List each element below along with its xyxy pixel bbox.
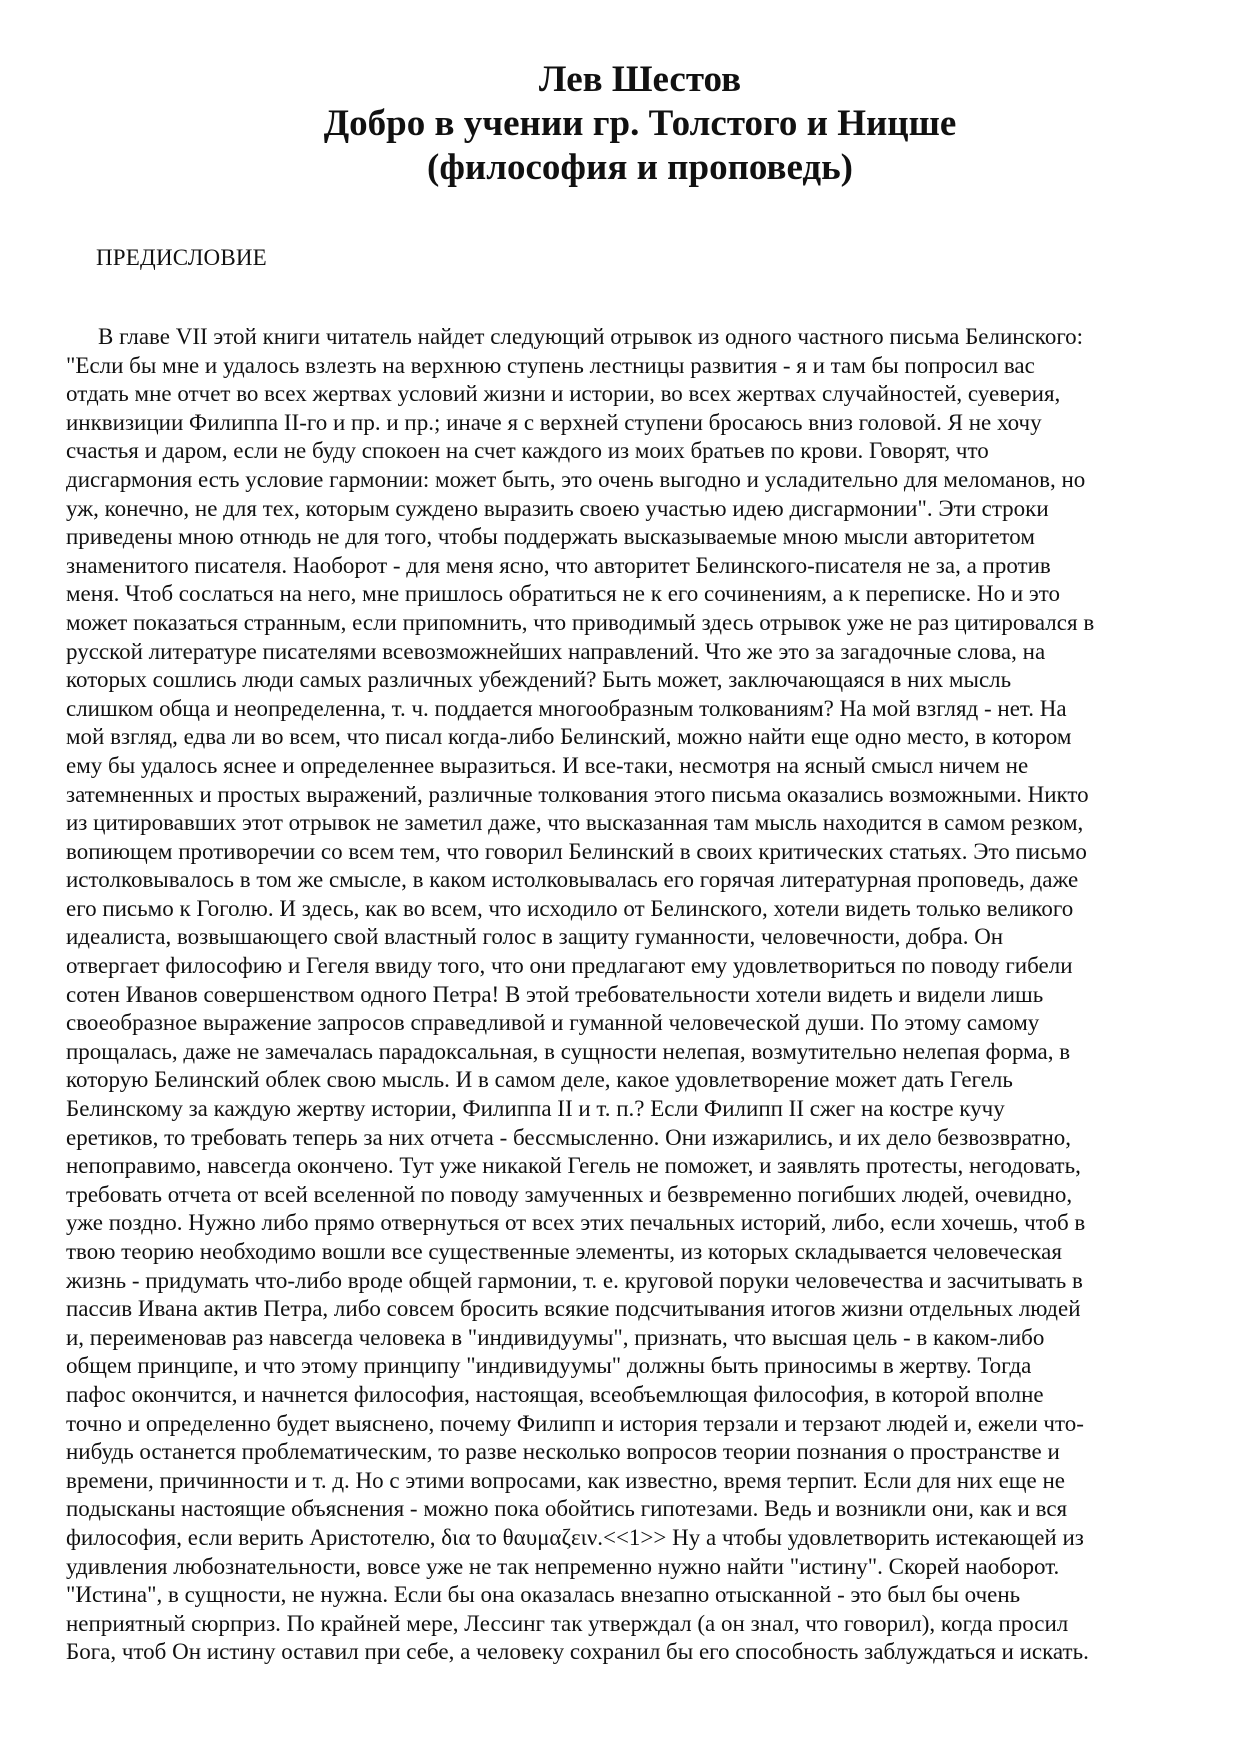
text-line: нибудь останется проблематическим, то разве несколько вопросов теории познания о пространстве и [66,1439,1060,1465]
title-block [0,58,1240,190]
text-line: еретиков, то требовать теперь за них отчета - бессмысленно. Они изжарились, и их дело безвозвратно, [66,1124,1072,1150]
text-line: твою теорию необходимо вошли все существенные элементы, из которых складывается человеческая [66,1239,1062,1264]
text-line: может показаться странным, если припомнить, что приводимый здесь отрывок уже не раз цитировался в [66,609,1095,635]
author-name: Лев Шестов [538,59,742,100]
text-line: которых сошлись люди самых различных убеждений? Быть может, заключающаяся в них мысль [66,667,1012,693]
text-line: из цитировавших этот отрывок не заметил даже, что высказанная там мысль находится в самом резком, [66,810,1084,836]
text-line: уже поздно. Нужно либо прямо отвернуться от всех этих печальных историй, либо, если хочешь, чтоб в [66,1210,1086,1236]
text-line: идеалиста, возвышающего свой властный голос в защиту гуманности, человечности, добра. Он [66,924,1004,950]
text-line: жизнь - придумать что-либо вроде общей гармонии, т. е. круговой поруки человечества и засчитывать в [66,1267,1083,1293]
text-line: и, переименовав раз навсегда человека в "индивидуумы", признать, что высшая цель - в каком-либо [66,1324,1045,1350]
text-line: отвергает философию и Гегеля ввиду того, что они предлагают ему удовлетвориться по поводу гибели [66,953,1073,979]
text-line: ему бы удалось яснее и определеннее выразиться. И все-таки, несмотря на ясный смысл ничем не [66,752,1029,778]
text-line: русской литературе писателями всевозможнейших направлений. Что же это за загадочные слова, на [66,638,1046,664]
book-title: Добро в учении гр. Толстого и Ницше [323,103,957,144]
text-line: вопиющем противоречии со всем тем, что говорил Белинский в своих критических статьях. Это письмо [66,838,1087,864]
text-line: философия, если верить Аристотелю, δια το θαυμαζειν.<<1>> Ну а чтобы удовлетворить истекающей из [66,1524,1084,1550]
text-line: которую Белинский облек свою мысль. И в самом деле, какое удовлетворение может дать Гегель [66,1067,1013,1093]
text-line: непоправимо, навсегда окончено. Тут уже никакой Гегель не поможет, и заявлять протесты, негодовать, [66,1153,1081,1179]
text-line: знаменитого писателя. Наоборот - для меня ясно, что авторитет Белинского-писателя не за, а против [66,552,1051,578]
section-heading: ПРЕДИСЛОВИЕ [96,245,267,270]
text-line: счастья и даром, если не буду спокоен на счет каждого из моих братьев по крови. Говорят, что [66,438,989,464]
text-line: удивления любознательности, вовсе уже не так непременно нужно найти "истину". Скорей наоборот. [66,1553,1060,1579]
text-line: затемненных и простых выражений, различные толкования этого письма оказались возможными. Никто [66,781,1089,807]
text-line: дисгармония есть условие гармонии: может быть, это очень выгодно и усладительно для меломанов, но [66,466,1086,492]
text-line: пассив Ивана актив Петра, либо совсем бросить всякие подсчитывания итогов жизни отдельных людей [66,1296,1081,1322]
book-subtitle: (философия и проповедь) [427,147,853,188]
text-line: В главе VII этой книги читатель найдет следующий отрывок из одного частного письма Белинского: [98,324,1084,349]
text-line: пафос окончится, и начнется философия, настоящая, всеобъемлющая философия, в которой вполне [66,1381,1044,1407]
text-line: требовать отчета от всей вселенной по поводу замученных и безвременно погибших людей, очевидно, [66,1181,1073,1207]
text-line: приведены мною отнюдь не для того, чтобы поддержать высказываемые мною мысли авторитетом [66,524,1035,550]
text-line: мой взгляд, едва ли во всем, что писал когда-либо Белинский, можно найти еще одно место, в котором [66,724,1072,750]
text-line: отдать мне отчет во всех жертвах условий жизни и истории, во всех жертвах случайностей, суеверия, [66,381,1061,407]
text-line: "Если бы мне и удалось взлезть на верхнюю ступень лестницы развития - я и там бы попросил вас [66,352,1035,378]
text-line: Бога, чтоб Он истину оставил при себе, а человеку сохранил бы его способность заблуждаться и искать. [66,1639,1089,1665]
text-line: времени, причинности и т. д. Но с этими вопросами, как известно, время терпит. Если для них еще не [66,1467,1065,1493]
text-line: Белинскому за каждую жертву истории, Филиппа II и т. п.? Если Филипп II сжег на костре кучу [66,1096,1005,1122]
text-line: истолковывалось в том же смысле, в каком истолковывалась его горячая литературная проповедь, даже [66,867,1079,893]
text-line: "Истина", в сущности, не нужна. Если бы она оказалась внезапно отысканной - это был бы очень [66,1582,1021,1608]
text-line: точно и определенно будет выяснено, почему Филипп и история терзали и терзают людей и, ежели что- [66,1410,1084,1436]
text-line: неприятный сюрприз. По крайней мере, Лессинг так утверждал (а он знал, что говорил), когда просил [66,1610,1069,1636]
text-line: его письмо к Гоголю. И здесь, как во всем, что исходило от Белинского, хотели видеть только великого [66,895,1074,921]
text-line: слишком обща и неопределенна, т. ч. поддается многообразным толкованиям? На мой взгляд - нет. На [66,695,1067,721]
text-line: сотен Иванов совершенством одного Петра! В этой требовательности хотели видеть и видели лишь [66,981,1044,1007]
text-line: меня. Чтоб сослаться на него, мне пришлось обратиться не к его сочинениям, а к переписке. Но и это [66,581,1061,607]
text-line: уж, конечно, не для тех, которым суждено выразить своею участью идею дисгармонии". Эти строки [66,495,1049,521]
text-line: общем принципе, и что этому принципу "индивидуумы" должны быть приносимы в жертву. Тогда [66,1353,1032,1379]
body-paragraph [66,323,1178,1667]
text-line: своеобразное выражение запросов справедливой и гуманной человеческой души. По этому самому [66,1010,1040,1036]
text-line: прощалась, даже не замечалась парадоксальная, в сущности нелепая, возмутительно нелепая форма, в [66,1038,1071,1064]
text-line: подысканы настоящие объяснения - можно пока обойтись гипотезами. Ведь и возникли они, как и вся [66,1496,1068,1522]
text-line: инквизиции Филиппа II-го и пр. и пр.; иначе я с верхней ступени бросаюсь вниз головой. Я не хочу [66,409,1042,435]
